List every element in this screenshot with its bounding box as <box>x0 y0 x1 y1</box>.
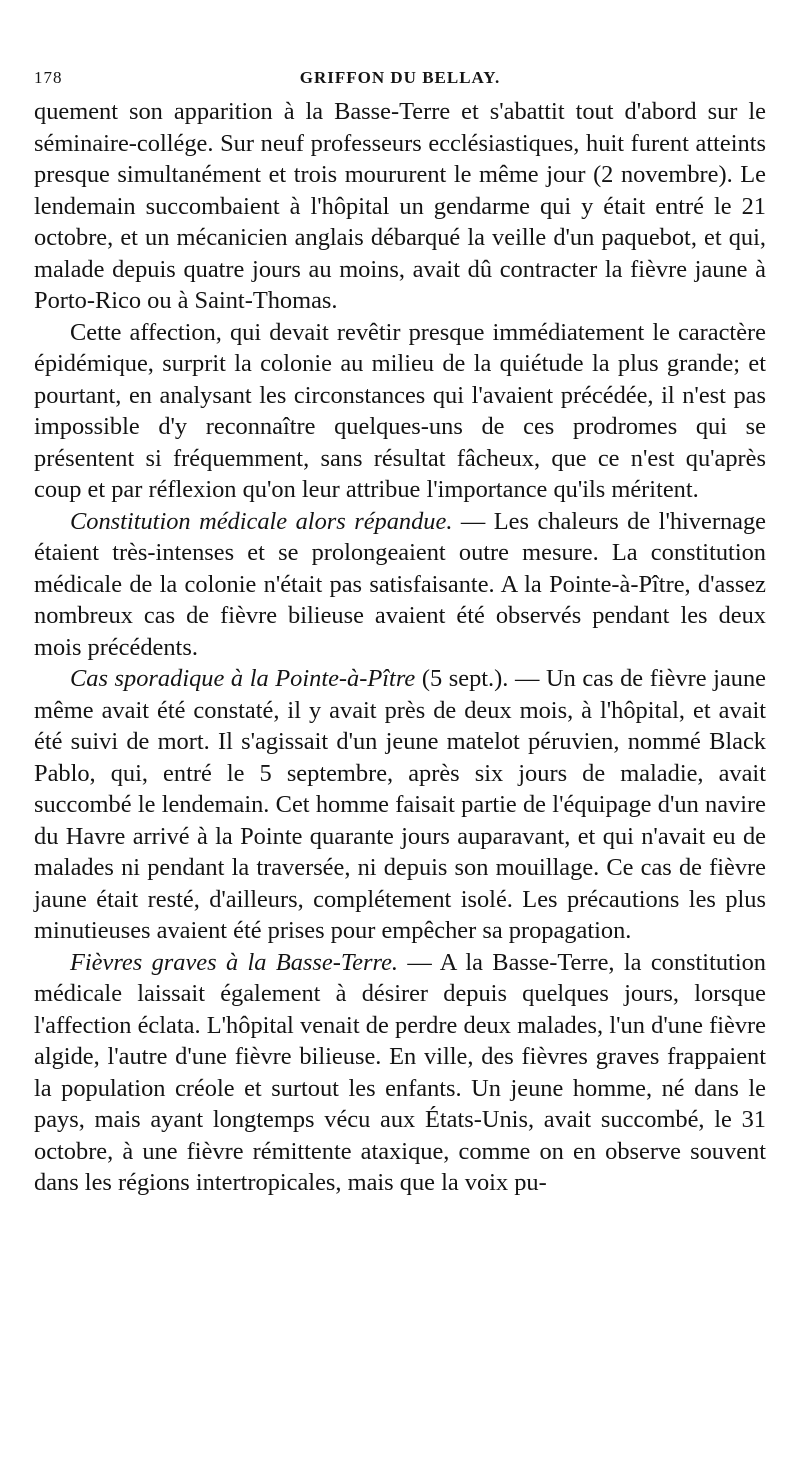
paragraph-text: — A la Basse-Terre, la constitution médicale laissait également à désirer depuis quelques jours, lorsque l'affection éclata. L'hôpital venait de perdre deux malades, l'un d'une fièvre algide, l'autre d'une fièvre bilieuse. En ville, des fièvres graves frappaient la population créole et surtout les enfants. Un jeune homme, né dans le pays, mais ayant longtemps vécu aux États-Unis, avait succombé, le 31 octobre, à une fièvre rémittente ataxique, comme on en observe souvent dans les régions intertropicales, mais que la voix pu- <box>34 948 766 1196</box>
paragraph-text: quement son apparition à la Basse-Terre et s'abattit tout d'abord sur le séminaire-collége. Sur neuf professeurs ecclésiastiques, huit furent atteints presque simultanément et trois moururent le même jour (2 novembre). Le lendemain succombaient à l'hôpital un gendarme qui y était entré le 21 octobre, et un mécanicien anglais débarqué la veille d'un paquebot, et qui, malade depuis quatre jours au moins, avait dû contracter la fièvre jaune à Porto-Rico ou à Saint-Thomas. <box>34 98 766 314</box>
paragraph-3 <box>34 506 766 664</box>
paragraph-5 <box>34 947 766 1199</box>
page-number: 178 <box>34 68 63 87</box>
section-rubric: Constitution médicale alors répandue. <box>70 507 453 535</box>
paragraph-1 <box>34 96 766 317</box>
section-rubric: Fièvres graves à la Basse-Terre. <box>70 948 398 976</box>
section-rubric: Cas sporadique à la Pointe-à-Pître <box>70 665 416 692</box>
paragraph-2 <box>34 317 766 506</box>
paragraph-text: Cette affection, qui devait revêtir presque immédiatement le caractère épidémique, surprit la colonie au milieu de la quiétude la plus grande; et pourtant, en analysant les circonstances qui l'avaient précédée, il n'est pas impossible d'y reconnaître quelques-uns de ces prodromes qui se présentent si fréquemment, sans résultat fâcheux, que ce n'est qu'après coup et par réflexion qu'on leur attribue l'importance qu'ils méritent. <box>34 318 766 503</box>
paragraph-4 <box>34 663 766 947</box>
body-text <box>34 96 766 1199</box>
paragraph-text: (5 sept.). — Un cas de fièvre jaune même avait été constaté, il y avait près de deux mois, à l'hôpital, et avait été suivi de mort. Il s'agissait d'un jeune matelot péruvien, nommé Black Pablo, qui, entré le 5 septembre, après six jours de maladie, avait succombé le lendemain. Cet homme faisait partie de l'équipage d'un navire du Havre arrivé à la Pointe quarante jours auparavant, et qui n'avait eu de malades ni pendant la traversée, ni depuis son mouillage. Ce cas de fièvre jaune était resté, d'ailleurs, complétement isolé. Les précautions les plus minutieuses avaient été prises pour empêcher sa propagation. <box>34 665 766 944</box>
page-header <box>34 62 766 96</box>
book-page <box>34 62 766 1199</box>
paragraph-text: — Les chaleurs de l'hivernage étaient très-intenses et se prolongeaient outre mesure. La constitution médicale de la colonie n'était pas satisfaisante. A la Pointe-à-Pître, d'assez nombreux cas de fièvre bilieuse avaient été observés pendant les deux mois précédents. <box>34 507 766 661</box>
running-title: GRIFFON DU BELLAY. <box>299 68 501 87</box>
